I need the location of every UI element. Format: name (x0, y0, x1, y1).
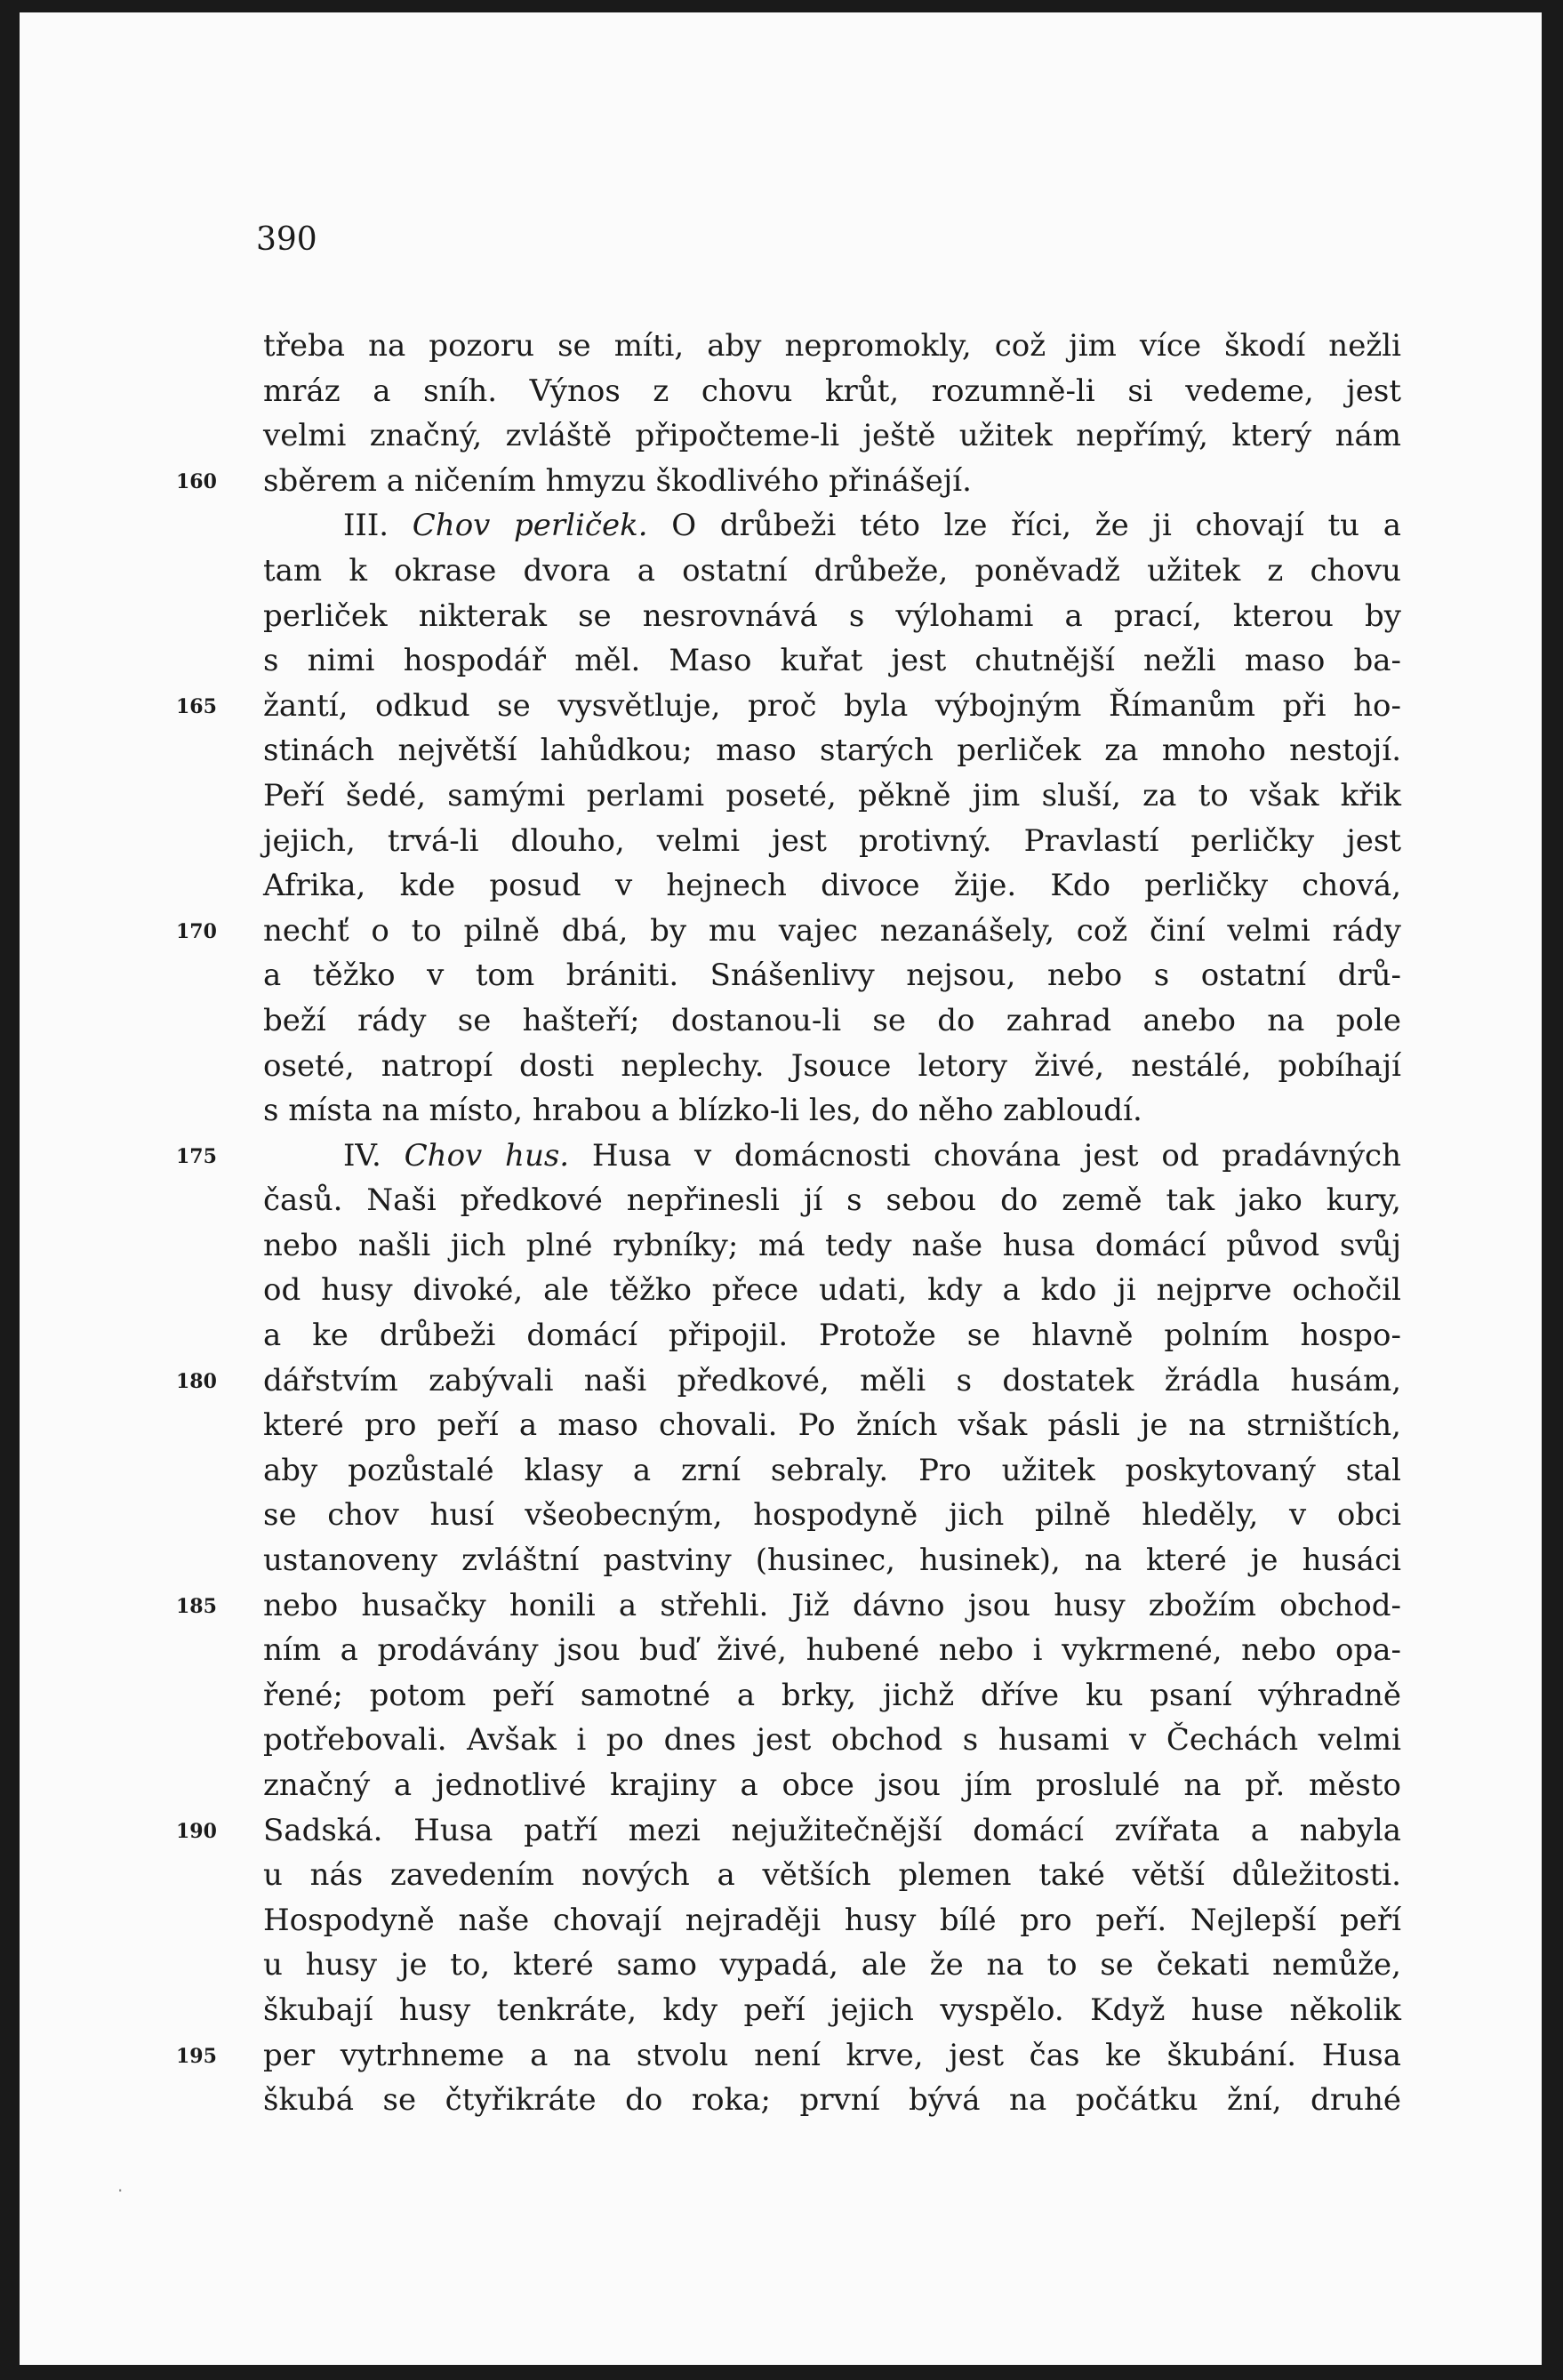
text-segment: potřebovali. Avšak i po dnes jest obchod s husami v Čechách velmi (263, 1722, 1401, 1759)
text-segment: oseté, natropí dosti neplechy. Jsouce letory živé, nestálé, pobíhají (263, 1047, 1401, 1084)
line-number-marker: 185 (176, 1594, 217, 1618)
text-segment: ním a prodávány jsou buď živé, hubené nebo i vykrmené, nebo opa- (263, 1632, 1401, 1669)
text-line (263, 953, 1401, 998)
text-line (263, 1853, 1401, 1898)
text-segment: a těžko v tom brániti. Snášenlivy nejsou, nebo s ostatní drů- (263, 958, 1401, 994)
text-line (176, 1583, 1401, 1629)
text-line (263, 1898, 1401, 1943)
text-segment: časů. Naši předkové nepřinesli jí s sebou do země tak jako kury, (263, 1182, 1401, 1219)
text-segment: mráz a sníh. Výnos z chovu krůt, rozumně-li si vedeme, jest (263, 373, 1401, 409)
text-segment: nebo husačky honili a střehli. Již dávno jsou husy zbožím obchod- (263, 1587, 1401, 1623)
text-line (263, 1718, 1401, 1763)
text-segment: s nimi hospodář měl. Maso kuřat jest chutnější nežli maso ba- (263, 643, 1401, 679)
text-segment: tam k okrase dvora a ostatní drůbeže, poněvadž užitek z chovu (263, 552, 1401, 589)
body-text (176, 324, 1401, 2123)
text-segment: třeba na pozoru se míti, aby nepromokly, což jim více škodí nežli (263, 328, 1401, 364)
line-number-marker: 190 (176, 1819, 217, 1843)
text-line (176, 2033, 1401, 2079)
text-line (263, 413, 1401, 459)
text-line (263, 773, 1401, 819)
text-segment: Peří šedé, samými perlami poseté, pěkně jim sluší, za to však křik (263, 777, 1401, 813)
text-line (263, 1493, 1401, 1538)
text-line (263, 998, 1401, 1044)
text-line (263, 1088, 1401, 1134)
line-number-marker: 195 (176, 2044, 217, 2068)
text-segment: IV. (343, 1137, 405, 1174)
text-segment: nebo našli jich plné rybníky; má tedy naše husa domácí původ svůj (263, 1227, 1401, 1263)
text-segment: nechť o to pilně dbá, by mu vajec nezanášely, což činí velmi rády (263, 912, 1401, 949)
line-number-marker: 170 (176, 919, 217, 943)
line-number-marker: 180 (176, 1369, 217, 1393)
text-line (263, 1313, 1401, 1358)
text-segment: III. (343, 508, 413, 544)
text-line (263, 1673, 1401, 1719)
line-number-marker: 165 (176, 694, 217, 718)
text-line (263, 1178, 1401, 1223)
text-line (263, 1538, 1401, 1583)
text-segment: Hospodyně naše chovají nejraději husy bílé pro peří. Nejlepší peří (263, 1902, 1401, 1938)
text-segment: u nás zavedením nových a větších plemen také větší důležitosti. (263, 1857, 1401, 1894)
text-line (263, 1988, 1401, 2033)
text-segment: jejich, trvá-li dlouho, velmi jest protivný. Pravlastí perličky jest (263, 822, 1401, 859)
text-line (263, 1403, 1401, 1448)
text-segment: které pro peří a maso chovali. Po žních však pásli je na strništích, (263, 1407, 1401, 1444)
paper-speck: · (117, 2180, 124, 2201)
text-line (263, 1628, 1401, 1673)
text-segment: a ke drůbeži domácí připojil. Protože se hlavně polním hospo- (263, 1318, 1401, 1354)
text-line (263, 594, 1401, 639)
page-number: 390 (256, 221, 317, 258)
text-line (263, 1044, 1401, 1089)
text-line (263, 549, 1401, 594)
text-segment: velmi značný, zvláště připočteme-li ještě užitek nepřímý, který nám (263, 418, 1401, 454)
text-line (176, 1358, 1401, 1404)
text-line (263, 1223, 1401, 1269)
text-line (176, 909, 1401, 954)
text-segment: škubají husy tenkráte, kdy peří jejich vyspělo. Když huse několik (263, 1991, 1401, 2028)
text-segment: žantí, odkud se vysvětluje, proč byla výbojným Římanům při ho- (263, 687, 1401, 724)
text-segment: O drůbeži této lze říci, že ji chovají tu a (647, 508, 1401, 544)
text-line (263, 1943, 1401, 1988)
text-line (263, 369, 1401, 414)
line-number-marker: 160 (176, 469, 217, 493)
text-segment: se chov husí všeobecným, hospodyně jich pilně hleděly, v obci (263, 1497, 1401, 1534)
text-line (263, 819, 1401, 864)
text-segment: beží rády se hašteří; dostanou-li se do zahrad anebo na pole (263, 1002, 1401, 1038)
text-segment: od husy divoké, ale těžko přece udati, kdy a kdo ji nejprve ochočil (263, 1272, 1401, 1309)
text-segment: u husy je to, které samo vypadá, ale že na to se čekati nemůže, (263, 1947, 1401, 1983)
text-line (263, 728, 1401, 773)
text-line (263, 638, 1401, 684)
text-line (263, 2078, 1401, 2123)
text-line (263, 503, 1401, 549)
text-line (176, 684, 1401, 729)
section-heading: Chov hus. (404, 1137, 570, 1174)
text-line (176, 459, 1401, 504)
text-segment: aby pozůstalé klasy a zrní sebraly. Pro užitek poskytovaný stal (263, 1452, 1401, 1488)
text-line (176, 1808, 1401, 1854)
text-segment: sběrem a ničením hmyzu škodlivého přinášejí. (263, 462, 972, 499)
text-line (263, 1268, 1401, 1313)
text-segment: s místa na místo, hrabou a blízko-li les, do něho zabloudí. (263, 1093, 1142, 1129)
text-segment: značný a jednotlivé krajiny a obce jsou jím proslulé na př. město (263, 1767, 1401, 1803)
text-segment: per vytrhneme a na stvolu není krve, jest čas ke škubání. Husa (263, 2037, 1401, 2073)
section-heading: Chov perliček. (412, 508, 648, 544)
book-page (20, 12, 1542, 2365)
line-number-marker: 175 (176, 1144, 217, 1168)
text-segment: škubá se čtyřikráte do roka; první bývá na počátku žní, druhé (263, 2082, 1401, 2119)
text-line (263, 1448, 1401, 1494)
text-line (176, 1134, 1401, 1179)
text-segment: Afrika, kde posud v hejnech divoce žije. Kdo perličky chová, (263, 868, 1401, 904)
text-segment: ustanoveny zvláštní pastviny (husinec, husinek), na které je husáci (263, 1543, 1401, 1579)
text-segment: stinách největší lahůdkou; maso starých perliček za mnoho nestojí. (263, 733, 1401, 769)
text-segment: dářstvím zabývali naši předkové, měli s dostatek žrádla husám, (263, 1362, 1401, 1398)
text-segment: Sadská. Husa patří mezi nejužitečnější domácí zvířata a nabyla (263, 1812, 1401, 1848)
text-line (263, 324, 1401, 369)
text-line (263, 863, 1401, 909)
text-segment: řené; potom peří samotné a brky, jichž dříve ku psaní výhradně (263, 1677, 1401, 1713)
text-line (263, 1763, 1401, 1808)
text-segment: perliček nikterak se nesrovnává s výlohami a prací, kterou by (263, 597, 1401, 634)
text-segment: Husa v domácnosti chována jest od pradávných (569, 1137, 1401, 1174)
